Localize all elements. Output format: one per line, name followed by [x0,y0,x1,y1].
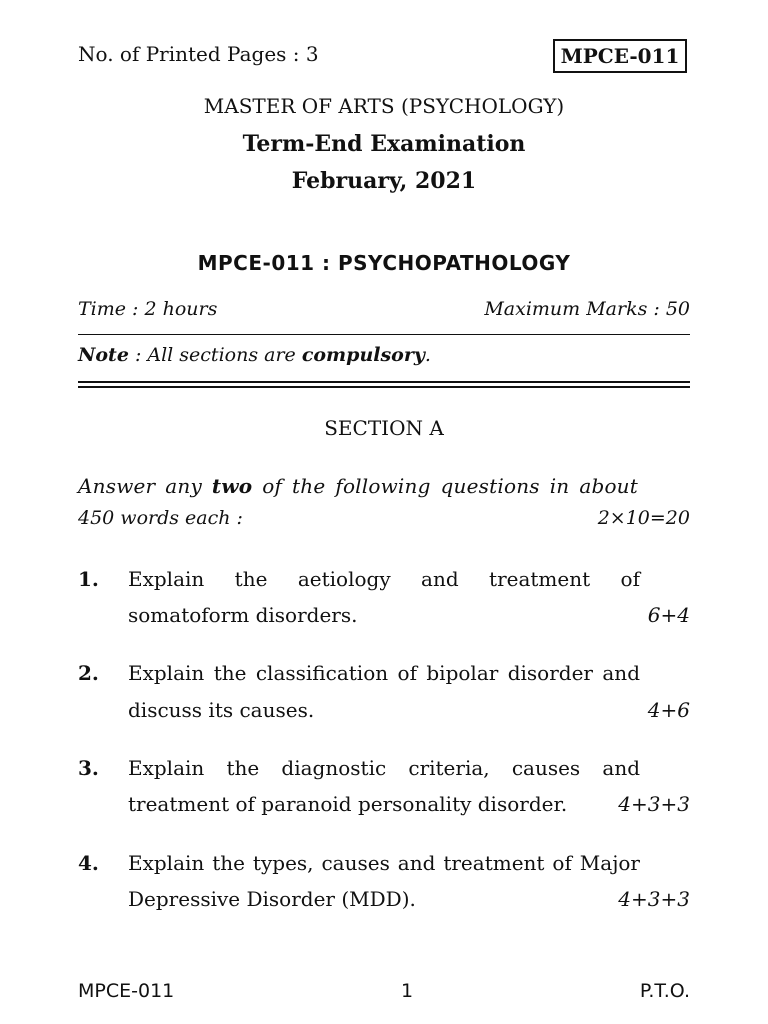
section-heading: SECTION A [324,416,444,440]
time-allowed: Time : 2 hours [78,298,218,320]
question-number: 1. [78,567,99,591]
section-marks: 2×10=20 [597,507,690,529]
degree-title: MASTER OF ARTS (PSYCHOLOGY) [203,94,565,118]
question-text-line2: Depressive Disorder (MDD). [128,887,416,911]
exam-title: Term-End Examination [242,131,526,157]
question-number: 3. [78,756,99,780]
course-code: MPCE-011 [560,44,680,68]
question-text-continued [128,887,690,911]
instruction-emphasis: two [211,474,253,498]
question-number: 4. [78,851,99,875]
question-text: Explain the aetiology and treatment of [128,567,640,591]
question-text-line2: discuss its causes. [128,698,315,722]
course-code-box [553,39,687,73]
question-marks: 4+6 [647,698,690,722]
question-number: 2. [78,661,99,685]
instruction-text-end: of the following questions in about [252,474,639,498]
note-label: Note [78,344,129,366]
question-text: Explain the types, causes and treatment of Major [128,851,640,875]
double-divider-top [78,381,690,383]
question-text-line2: treatment of paranoid personality disorder. [128,792,568,816]
note-emphasis: compulsory [301,344,425,366]
question-text: Explain the classification of bipolar disorder and [128,661,640,685]
note-end: . [424,344,431,366]
maximum-marks: Maximum Marks : 50 [484,298,690,320]
please-turn-over: P.T.O. [639,980,690,1002]
exam-meta-row [78,298,690,320]
question-text-continued [128,698,690,722]
printed-pages-count: No. of Printed Pages : 3 [78,42,319,66]
exam-date: February, 2021 [291,168,477,194]
instruction-text: Answer any [78,474,212,498]
section-instruction-line2 [78,507,690,529]
divider [78,334,690,335]
page-number: 1 [401,980,414,1002]
question-text-continued [128,792,690,816]
section-instruction [78,474,638,498]
note-text: : All sections are [128,344,302,366]
question-text-continued [128,603,690,627]
footer-course-code: MPCE-011 [78,980,175,1002]
question-text: Explain the diagnostic criteria, causes and [128,756,640,780]
question-marks: 4+3+3 [618,887,690,911]
question-marks: 6+4 [647,603,690,627]
page-footer [78,980,690,1002]
double-divider-bottom [78,386,690,388]
question-text-line2: somatoform disorders. [128,603,358,627]
note [78,344,431,366]
question-marks: 4+3+3 [618,792,690,816]
instruction-words: 450 words each : [78,507,243,529]
paper-title: MPCE-011 : PSYCHOPATHOLOGY [197,251,571,275]
